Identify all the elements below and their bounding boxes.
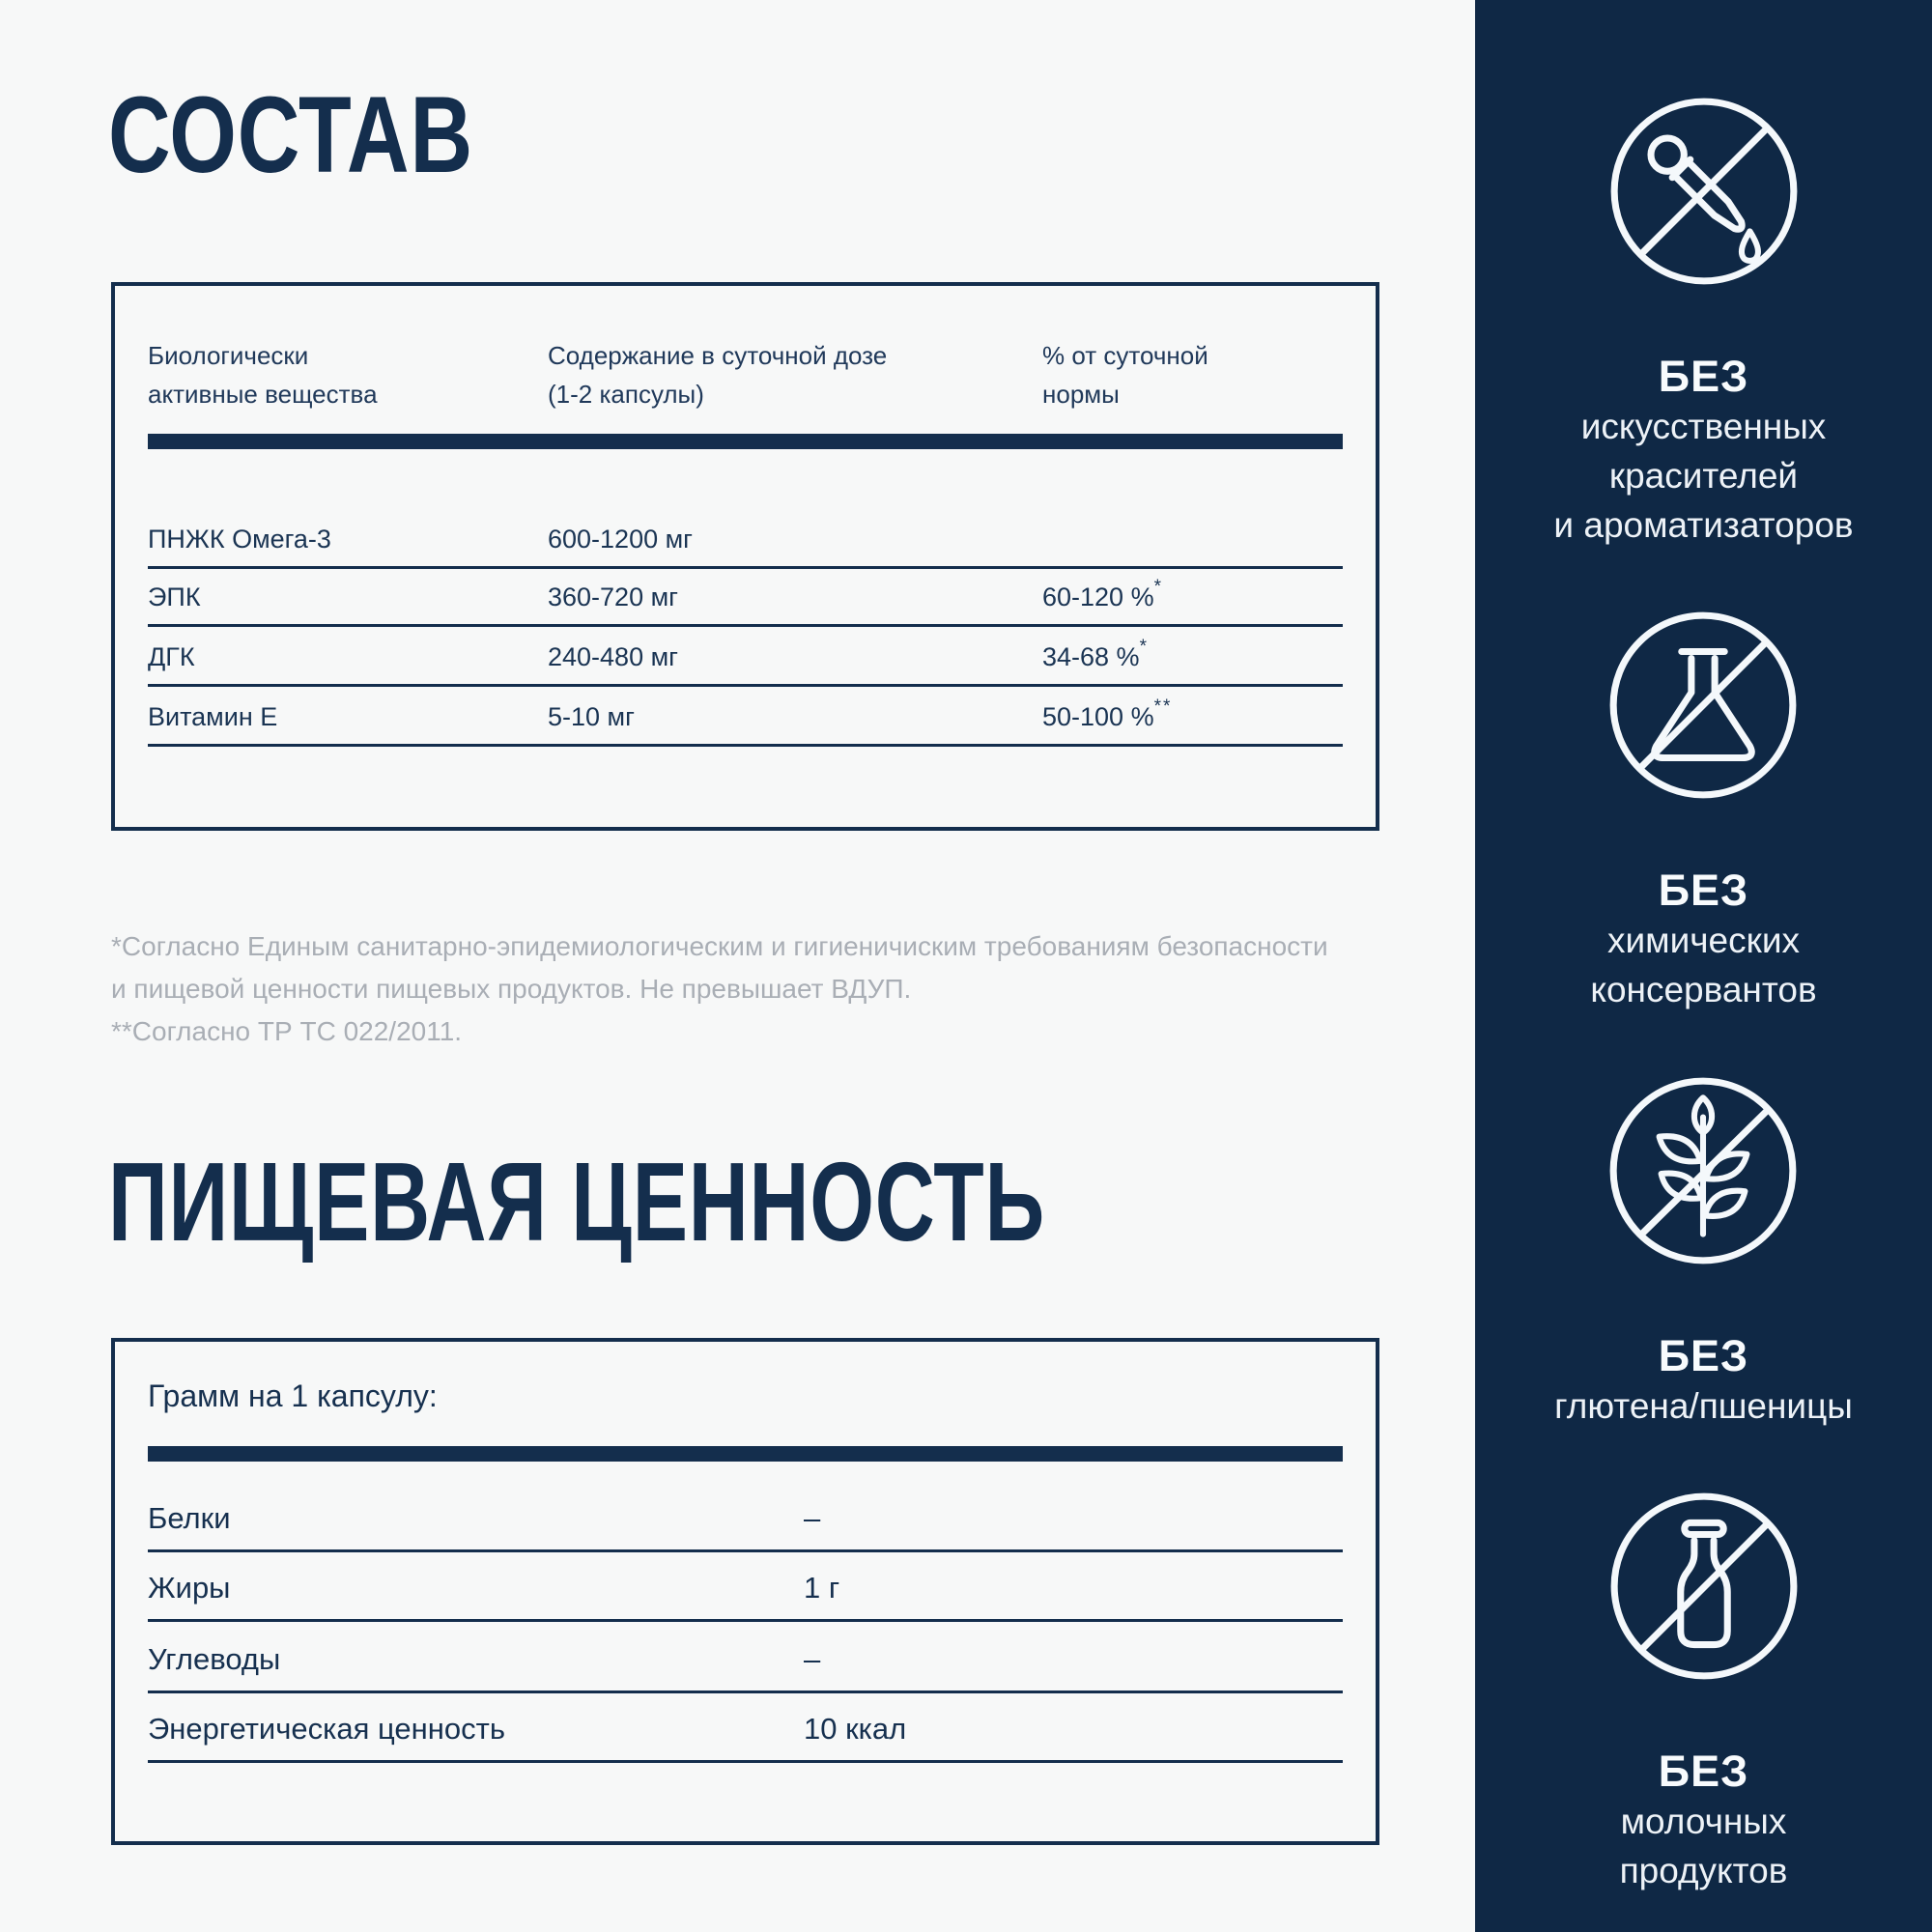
no-milk-bottle-icon [1602, 1484, 1806, 1689]
header-daily-dose: Содержание в суточной дозе (1-2 капсулы) [548, 341, 888, 409]
table-row: Витамин Е 5-10 мг 50-100 %** [148, 687, 1343, 747]
footnote-line: и пищевой ценности пищевых продуктов. Не превышает ВДУП. [111, 974, 912, 1004]
table-row: Энергетическая ценность 10 ккал [148, 1693, 1343, 1763]
table-row: Углеводы – [148, 1622, 1343, 1693]
no-wheat-icon [1601, 1068, 1805, 1273]
footnotes [111, 925, 1406, 1053]
no-dropper-icon [1602, 89, 1806, 294]
header-active-substances: Биологически активные вещества [148, 341, 378, 409]
footnote-line: *Согласно Единым санитарно-эпидемиологическим и гигиеничиским требованиям безопасности [111, 931, 1328, 961]
nutrition-subtitle: Грамм на 1 капсулу: [148, 1378, 438, 1413]
nutrition-rows [148, 1462, 1343, 1763]
benefit-no-dairy: БЕЗ молочных продуктов [1602, 1484, 1806, 1895]
table-row: ПНЖК Омега-3 600-1200 мг [148, 449, 1343, 569]
benefits-sidebar [1475, 0, 1932, 1932]
composition-rows [148, 449, 1343, 747]
table-row: Жиры 1 г [148, 1552, 1343, 1622]
composition-table-header [148, 336, 1343, 423]
benefit-no-gluten: БЕЗ глютена/пшеницы [1554, 1068, 1853, 1431]
nutrition-table [111, 1338, 1379, 1845]
table-row: Белки – [148, 1462, 1343, 1552]
table-divider-bar [148, 434, 1343, 449]
composition-title: СОСТАВ [108, 74, 473, 195]
benefit-no-preservatives: БЕЗ химических консервантов [1590, 603, 1816, 1014]
no-flask-icon [1601, 603, 1805, 808]
table-row: ЭПК 360-720 мг 60-120 %* [148, 569, 1343, 627]
composition-table [111, 282, 1379, 831]
footnote-line: **Согласно ТР ТС 022/2011. [111, 1016, 463, 1046]
table-divider-bar [148, 1446, 1343, 1462]
benefit-no-artificial-colors: БЕЗ искусственных красителей и ароматизаторов [1553, 89, 1853, 550]
nutrition-title: ПИЩЕВАЯ ЦЕННОСТЬ [108, 1139, 1045, 1264]
table-row: ДГК 240-480 мг 34-68 %* [148, 627, 1343, 687]
header-daily-norm-percent: % от суточной нормы [1042, 341, 1208, 409]
